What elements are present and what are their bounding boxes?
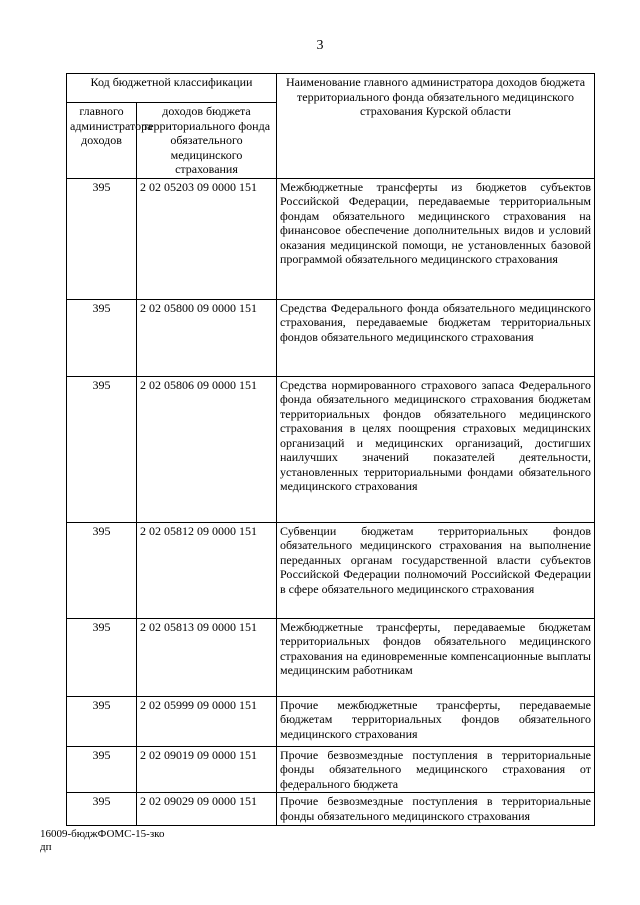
admin-code-cell: 395 xyxy=(67,376,137,522)
admin-code-cell: 395 xyxy=(67,793,137,826)
income-name-cell: Средства нормированного страхового запаса Федерального фонда обязательного медицинского страхования бюджетам территориальных фондов обязательного медицинского страхования в целях поощрения страховых медицинских организаций и медицинских организаций, достигших наилучших значений показателей деятельности, установленных территориальными фондами обязательного медицинского страхования xyxy=(277,376,595,522)
table-row xyxy=(67,178,595,299)
income-code-cell: 2 02 05812 09 0000 151 xyxy=(137,522,277,618)
admin-column-header: главного администратора доходов xyxy=(67,103,137,179)
document-footer xyxy=(40,828,164,854)
admin-code-cell: 395 xyxy=(67,618,137,696)
admin-code-cell: 395 xyxy=(67,746,137,793)
income-column-header: доходов бюджета территориального фонда обязательного медицинского страхования xyxy=(137,103,277,179)
table-row xyxy=(67,522,595,618)
table-row xyxy=(67,746,595,793)
table-row xyxy=(67,376,595,522)
name-column-header: Наименование главного администратора доходов бюджета территориального фонда обязательного медицинского страхования Курской области xyxy=(277,74,595,179)
admin-code-cell: 395 xyxy=(67,178,137,299)
income-code-cell: 2 02 05806 09 0000 151 xyxy=(137,376,277,522)
income-code-cell: 2 02 09019 09 0000 151 xyxy=(137,746,277,793)
income-name-cell: Межбюджетные трансферты, передаваемые бюджетам территориальных фондов обязательного медицинского страхования на единовременные компенсационные выплаты медицинским работникам xyxy=(277,618,595,696)
page-number: 3 xyxy=(316,38,324,53)
operator-initials: дп xyxy=(40,841,52,853)
table-row xyxy=(67,618,595,696)
income-name-cell: Средства Федерального фонда обязательного медицинского страхования, передаваемые бюджетам территориальных фондов обязательного медицинского страхования xyxy=(277,299,595,376)
admin-code-cell: 395 xyxy=(67,299,137,376)
income-code-cell: 2 02 05813 09 0000 151 xyxy=(137,618,277,696)
income-name-cell: Прочие безвозмездные поступления в территориальные фонды обязательного медицинского страхования xyxy=(277,793,595,826)
income-code-cell: 2 02 05999 09 0000 151 xyxy=(137,696,277,746)
income-name-cell: Субвенции бюджетам территориальных фондов обязательного медицинского страхования на выполнение переданных органам государственной власти субъектов Российской Федерации полномочий Российской Федерации в сфере обязательного медицинского страхования xyxy=(277,522,595,618)
income-code-cell: 2 02 05800 09 0000 151 xyxy=(137,299,277,376)
table-row xyxy=(67,696,595,746)
income-name-cell: Межбюджетные трансферты из бюджетов субъектов Российской Федерации, передаваемые территориальным фондам обязательного медицинского страхования на финансовое обеспечение дополнительных видов и условий оказания медицинской помощи, не установленных базовой программой обязательного медицинского страхования xyxy=(277,178,595,299)
income-code-cell: 2 02 05203 09 0000 151 xyxy=(137,178,277,299)
table-row xyxy=(67,299,595,376)
income-name-cell: Прочие безвозмездные поступления в территориальные фонды обязательного медицинского страхования от федерального бюджета xyxy=(277,746,595,793)
admin-code-cell: 395 xyxy=(67,522,137,618)
table-row xyxy=(67,793,595,826)
budget-classification-table xyxy=(66,73,595,826)
admin-code-cell: 395 xyxy=(67,696,137,746)
code-group-header: Код бюджетной классификации xyxy=(67,74,277,103)
income-name-cell: Прочие межбюджетные трансферты, передаваемые бюджетам территориальных фондов обязательного медицинского страхования xyxy=(277,696,595,746)
income-code-cell: 2 02 09029 09 0000 151 xyxy=(137,793,277,826)
document-code: 16009-бюджФОМС-15-зко xyxy=(40,828,165,840)
